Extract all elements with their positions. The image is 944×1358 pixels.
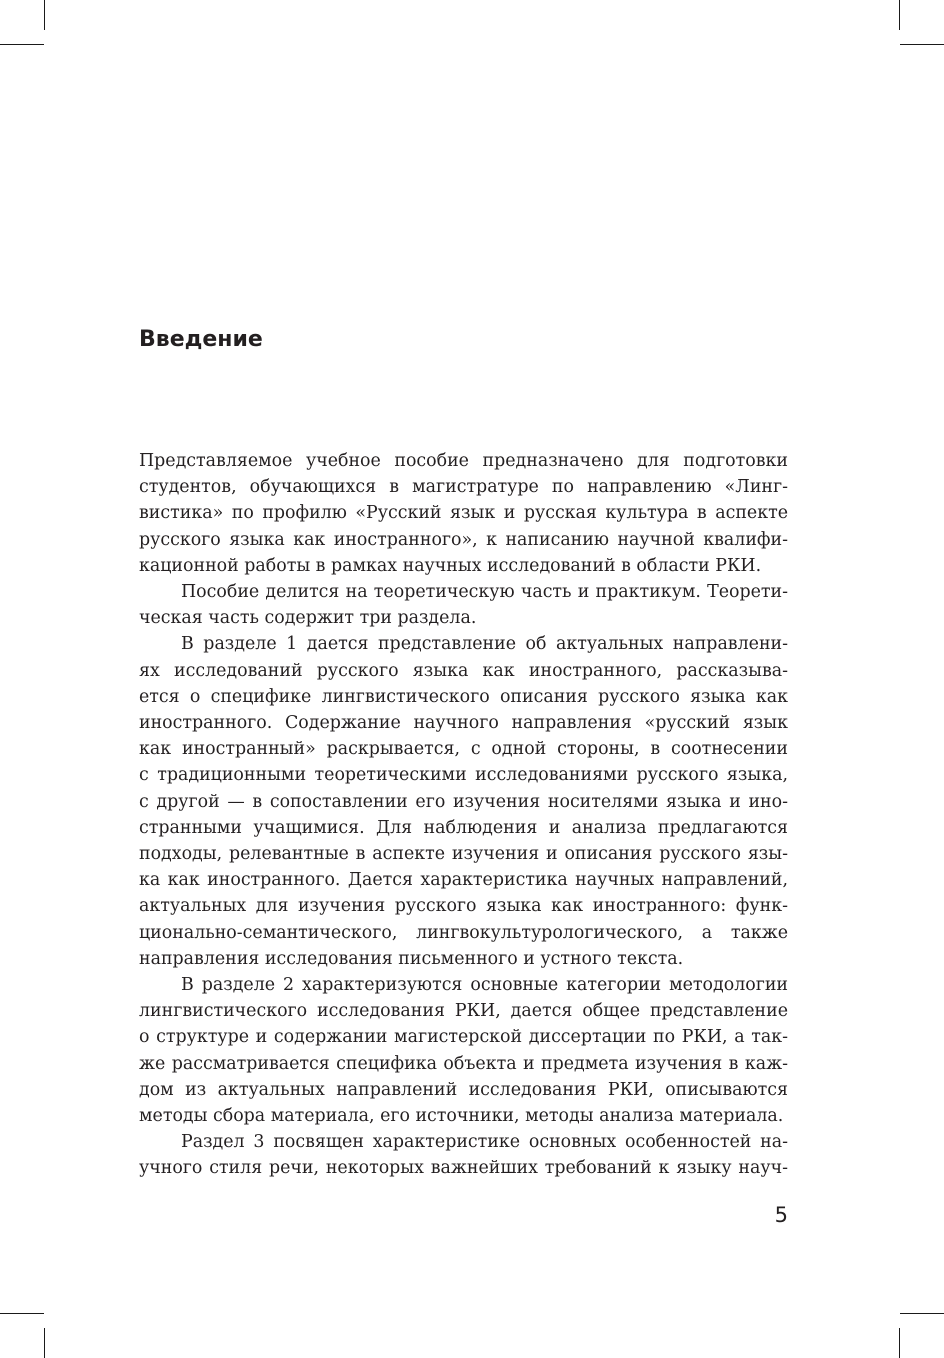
text-line: же рассматривается специфика объекта и предмета изучения в каж- bbox=[139, 1053, 788, 1074]
text-line: В разделе 2 характеризуются основные категории методологии bbox=[181, 975, 788, 996]
text-line: учного стиля речи, некоторых важнейших требований к языку науч- bbox=[139, 1158, 788, 1179]
text-line: о структуре и содержании магистерской диссертации по РКИ, а так- bbox=[139, 1027, 788, 1048]
text-line: странными учащимися. Для наблюдения и анализа предлагаются bbox=[139, 817, 788, 838]
text-line: ка как иностранного. Дается характеристика научных направлений, bbox=[139, 870, 788, 891]
text-line: актуальных для изучения русского языка как иностранного: функ- bbox=[139, 896, 788, 917]
text-line: ется о специфике лингвистического описания русского языка как bbox=[139, 686, 788, 707]
text-line: ях исследований русского языка как иностранного, рассказыва- bbox=[139, 660, 788, 681]
text-line: лингвистического исследования РКИ, дается общее представление bbox=[139, 1001, 788, 1022]
page-title: Введение bbox=[139, 327, 263, 352]
text-line: иностранного. Содержание научного направления «русский язык bbox=[139, 713, 788, 734]
text-line: методы сбора материала, его источники, методы анализа материала. bbox=[139, 1106, 784, 1127]
crop-mark bbox=[900, 44, 944, 45]
text-line: с другой — в сопоставлении его изучения носителями языка и ино- bbox=[139, 791, 788, 812]
text-line: кационной работы в рамках научных исследований в области РКИ. bbox=[139, 555, 762, 576]
text-line: русского языка как иностранного», к написанию научной квалифи- bbox=[139, 529, 788, 550]
text-line: Представляемое учебное пособие предназначено для подготовки bbox=[139, 451, 788, 471]
crop-mark bbox=[899, 1328, 900, 1358]
crop-mark bbox=[0, 44, 44, 45]
text-line: В разделе 1 дается представление об актуальных направлени- bbox=[181, 634, 788, 655]
text-line: направления исследования письменного и устного текста. bbox=[139, 948, 684, 969]
text-line: с традиционными теоретическими исследованиями русского языка, bbox=[139, 765, 788, 786]
text-line: ческая часть содержит три раздела. bbox=[139, 608, 477, 629]
text-line: Раздел 3 посвящен характеристике основных особенностей на- bbox=[181, 1132, 788, 1153]
crop-mark bbox=[44, 1328, 45, 1358]
text-line: дом из актуальных направлений исследования РКИ, описываются bbox=[139, 1079, 788, 1100]
crop-mark bbox=[0, 1313, 44, 1314]
text-line: вистика» по профилю «Русский язык и русская культура в аспекте bbox=[139, 503, 788, 524]
text-line: как иностранный» раскрывается, с одной стороны, в соотнесении bbox=[139, 739, 788, 760]
body-text bbox=[139, 448, 788, 1182]
crop-mark bbox=[900, 1313, 944, 1314]
text-line: ционально-семантического, лингвокультурологического, а также bbox=[139, 922, 788, 943]
text-line: Пособие делится на теоретическую часть и практикум. Теорети- bbox=[181, 582, 788, 603]
crop-mark bbox=[44, 0, 45, 30]
page-number: 5 bbox=[774, 1203, 788, 1227]
text-line: подходы, релевантные в аспекте изучения и описания русского язы- bbox=[139, 844, 788, 865]
crop-mark bbox=[899, 0, 900, 30]
text-line: студентов, обучающихся в магистратуре по направлению «Линг- bbox=[139, 477, 788, 498]
